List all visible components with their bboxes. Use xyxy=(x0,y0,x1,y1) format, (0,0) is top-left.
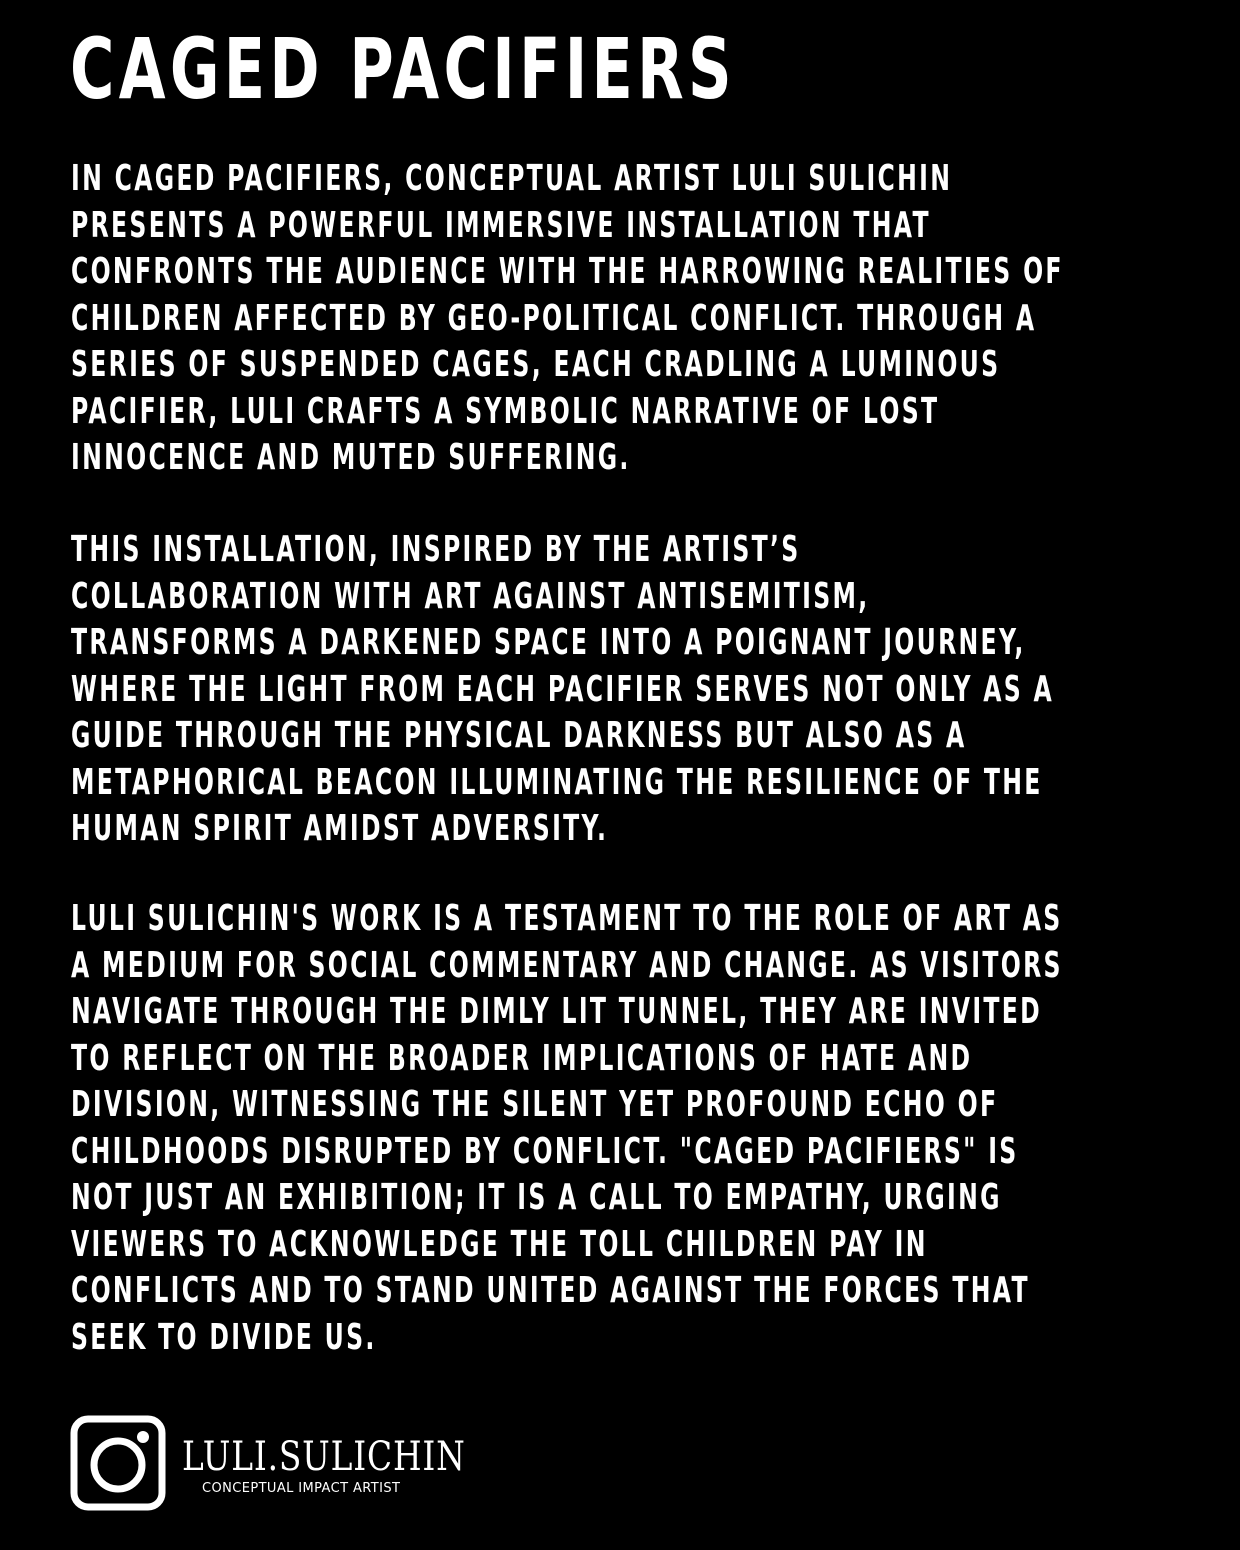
text-line: TRANSFORMS A DARKENED SPACE INTO A POIGNANT JOURNEY, xyxy=(71,622,1026,663)
paragraph-testament xyxy=(71,896,1063,1361)
text-line: METAPHORICAL BEACON ILLUMINATING THE RESILIENCE OF THE xyxy=(71,761,1043,803)
text-line: PACIFIER, LULI CRAFTS A SYMBOLIC NARRATIVE OF LOST xyxy=(71,390,940,432)
text-line: GUIDE THROUGH THE PHYSICAL DARKNESS BUT ALSO AS A xyxy=(71,715,967,756)
text-line: CHILDREN AFFECTED BY GEO-POLITICAL CONFLICT. THROUGH A xyxy=(71,297,1037,339)
paragraph-intro xyxy=(71,156,1064,482)
text-line: CONFRONTS THE AUDIENCE WITH THE HARROWING REALITIES OF xyxy=(71,251,1064,292)
text-line: HUMAN SPIRIT AMIDST ADVERSITY. xyxy=(71,808,609,849)
text-line: INNOCENCE AND MUTED SUFFERING. xyxy=(71,437,631,478)
text-line: CHILDHOODS DISRUPTED BY CONFLICT. "CAGED PACIFIERS" IS xyxy=(71,1130,1019,1172)
text-line: IN CAGED PACIFIERS, CONCEPTUAL ARTIST LULI SULICHIN xyxy=(71,158,953,199)
text-line: SEEK TO DIVIDE US. xyxy=(71,1316,377,1358)
instagram-icon[interactable] xyxy=(70,1415,166,1511)
text-line: DIVISION, WITNESSING THE SILENT YET PROFOUND ECHO OF xyxy=(71,1084,999,1125)
paragraph-inspiration xyxy=(71,527,1054,853)
text-line: TO REFLECT ON THE BROADER IMPLICATIONS OF HATE AND xyxy=(71,1037,973,1079)
text-line: LULI SULICHIN'S WORK IS A TESTAMENT TO THE ROLE OF ART AS xyxy=(71,898,1063,939)
text-line: THIS INSTALLATION, INSPIRED BY THE ARTIST’S xyxy=(71,529,801,570)
text-line: PRESENTS A POWERFUL IMMERSIVE INSTALLATION THAT xyxy=(71,204,931,246)
text-line: CONFLICTS AND TO STAND UNITED AGAINST THE FORCES THAT xyxy=(71,1270,1030,1311)
text-line: SERIES OF SUSPENDED CAGES, EACH CRADLING A LUMINOUS xyxy=(71,344,1001,385)
brand-tagline: CONCEPTUAL IMPACT ARTIST xyxy=(202,1481,401,1496)
text-line: NOT JUST AN EXHIBITION; IT IS A CALL TO EMPATHY, URGING xyxy=(71,1177,1002,1218)
brand-name: LULI.SULICHIN xyxy=(182,1434,466,1480)
text-line: VIEWERS TO ACKNOWLEDGE THE TOLL CHILDREN PAY IN xyxy=(71,1223,928,1265)
brand-signature[interactable] xyxy=(70,1415,470,1515)
page-title: CAGED PACIFIERS xyxy=(70,20,736,118)
text-line: A MEDIUM FOR SOCIAL COMMENTARY AND CHANGE. AS VISITORS xyxy=(71,944,1063,986)
text-line: COLLABORATION WITH ART AGAINST ANTISEMITISM, xyxy=(71,575,870,617)
text-line: WHERE THE LIGHT FROM EACH PACIFIER SERVES NOT ONLY AS A xyxy=(71,668,1055,710)
text-line: NAVIGATE THROUGH THE DIMLY LIT TUNNEL, THEY ARE INVITED xyxy=(71,991,1043,1032)
